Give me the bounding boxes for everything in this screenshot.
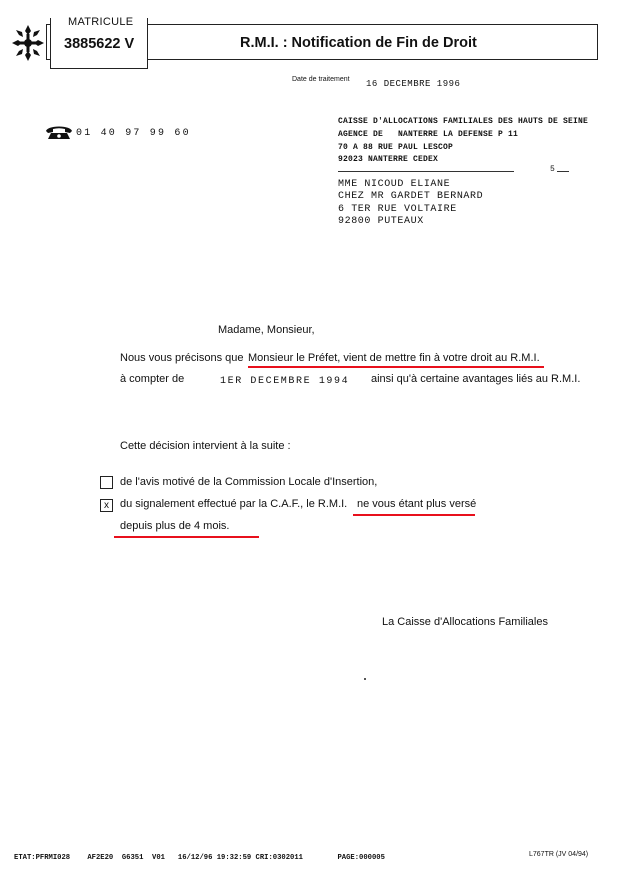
phone-number: 01 40 97 99 60 xyxy=(76,128,191,139)
recipient-line: 6 TER RUE VOLTAIRE xyxy=(338,204,457,215)
recipient-line: CHEZ MR GARDET BERNARD xyxy=(338,191,484,202)
option-caf-emphasis: ne vous étant plus versé xyxy=(357,498,477,510)
document-title: R.M.I. : Notification de Fin de Droit xyxy=(240,35,477,51)
footer-status: ETAT:PFRMI028 AF2E20 G6351 V01 16/12/96 19:32:59 CRI:0302011 PAGE:000005 xyxy=(14,854,385,862)
checkbox-caf-signalement: x xyxy=(100,499,113,512)
address-divider xyxy=(338,171,514,172)
recipient-line: MME NICOUD ELIANE xyxy=(338,179,451,190)
telephone-icon xyxy=(44,124,74,140)
notice-line-emphasis: Monsieur le Préfet, vient de mettre fin à votre droit au R.M.I. xyxy=(248,352,540,364)
sender-line: 70 A 88 RUE PAUL LESCOP xyxy=(338,143,454,152)
footer-reference: L767TR (JV 04/94) xyxy=(529,851,589,858)
option-commission: de l'avis motivé de la Commission Locale d'Insertion, xyxy=(120,476,378,488)
speck xyxy=(364,678,366,680)
page-marker-line xyxy=(557,171,569,172)
sender-line: 92023 NANTERRE CEDEX xyxy=(338,155,439,164)
caf-logo-icon xyxy=(10,23,46,63)
effective-date-suffix: ainsi qu'à certaine avantages liés au R.M.I. xyxy=(371,373,581,385)
recipient-line: 92800 PUTEAUX xyxy=(338,216,424,227)
sender-line: AGENCE DE NANTERRE LA DEFENSE P 11 xyxy=(338,130,519,139)
emphasis-underline xyxy=(353,514,475,516)
salutation: Madame, Monsieur, xyxy=(218,324,315,336)
page-marker: 5 xyxy=(550,165,555,174)
matricule-value: 3885622 V xyxy=(64,36,135,52)
checkbox-commission xyxy=(100,476,113,489)
signature: La Caisse d'Allocations Familiales xyxy=(382,616,548,628)
option-caf-signalement: du signalement effectué par la C.A.F., le R.M.I. xyxy=(120,498,348,510)
reason-intro: Cette décision intervient à la suite : xyxy=(120,440,291,452)
date-label: Date de traitement xyxy=(292,76,350,83)
notice-line-start: Nous vous précisons que xyxy=(120,352,244,364)
sender-line: CAISSE D'ALLOCATIONS FAMILIALES DES HAUTS DE SEINE xyxy=(338,117,589,126)
date-value: 16 DECEMBRE 1996 xyxy=(366,79,461,89)
option-caf-continuation: depuis plus de 4 mois. xyxy=(120,520,230,532)
matricule-label: MATRICULE xyxy=(68,16,134,28)
effective-date: 1ER DECEMBRE 1994 xyxy=(220,376,350,387)
emphasis-underline xyxy=(114,536,259,538)
emphasis-underline xyxy=(248,366,544,368)
effective-date-prefix: à compter de xyxy=(120,373,185,385)
